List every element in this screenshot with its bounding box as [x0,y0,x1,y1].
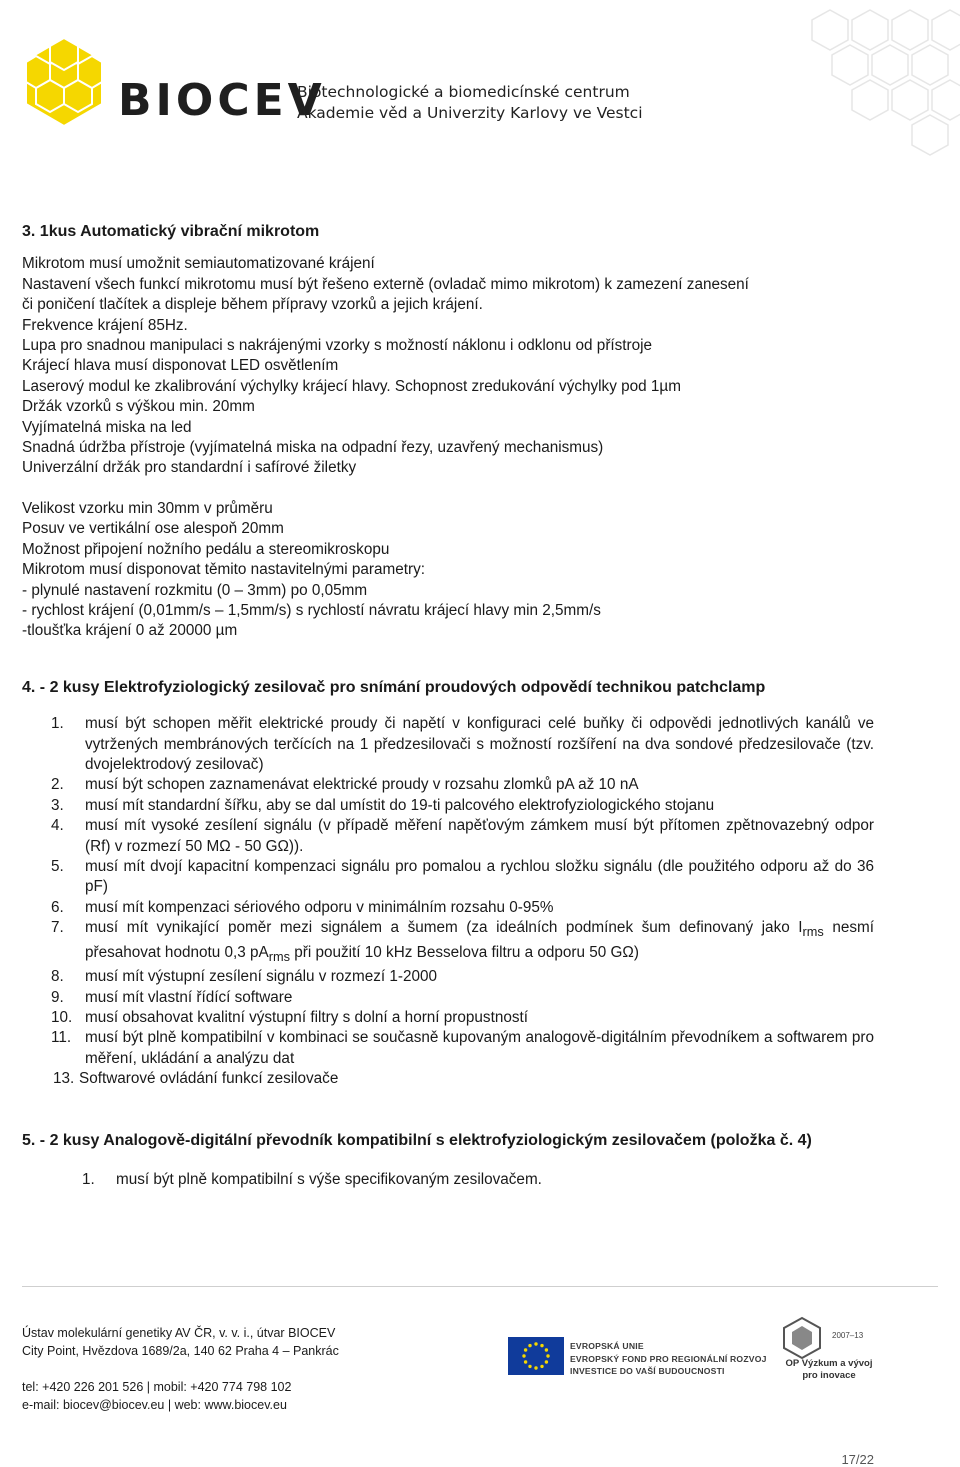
spec-line: Velikost vzorku min 30mm v průměru [22,499,273,517]
spec-line: - rychlost krájení (0,01mm/s – 1,5mm/s) s rychlostí návratu krájecí hlavy min 2,5mm/s [22,601,601,619]
logo-subtitle-line2: Akademie věd a Univerzity Karlovy ve Vestci [297,104,643,122]
document-body [22,222,874,1190]
spec-line: - plynulé nastavení rozkmitu (0 – 3mm) po 0,05mm [22,581,368,599]
item-number: 3. [51,796,64,814]
item-number: 11. [51,1029,72,1047]
spec-line: Posuv ve vertikální ose alespoň 20mm [22,520,284,538]
item-text: musí mít vysoké zesílení signálu (v případě měření napěťovým zámkem musí být přítomen zpětnovazebný odpor (Rf) v rozmezí 50 MΩ - 50 GΩ)). [85,817,874,855]
footer-institution: Ústav molekulární genetiky AV ČR, v. v. i., útvar BIOCEV [22,1326,336,1340]
spec-line: -tloušťka krájení 0 až 20000 µm [22,622,238,640]
logo-subtitle [297,82,643,124]
footer-contact [22,1324,339,1414]
item-number: 1. [82,1170,95,1188]
page-header [0,0,960,160]
item-text: musí být plně kompatibilní v kombinaci se současně kupovaným analogově-digitálním převodníkem a softwarem pro měření, ukládání a analýzu dat [85,1029,874,1067]
list-item [22,898,874,918]
spec-line: Laserový modul ke zkalibrování výchylky krájecí hlavy. Schopnost zredukování výchylky pod 1µm [22,377,681,395]
spec-line: Vyjímatelná miska na led [22,418,192,436]
section-3-title: 3. 1kus Automatický vibrační mikrotom [22,223,320,240]
logo-subtitle-line1: Biotechnologické a biomedicínské centrum [297,83,630,101]
item-text-part: musí mít vynikající poměr mezi signálem a šumem (za ideálních podmínek šum definovaný jako I [85,919,803,937]
eu-flag-icon [508,1337,564,1375]
spec-line: Univerzální držák pro standardní i safírové žiletky [22,459,357,477]
item-number: 10. [51,1008,73,1026]
eu-text-line2: EVROPSKÝ FOND PRO REGIONÁLNÍ ROZVOJ [570,1353,767,1364]
item-number: 5. [51,857,64,875]
op-text-line1: OP Výzkum a vývoj [785,1358,873,1369]
item-text: musí mít vlastní řídící software [85,988,293,1006]
item-text: musí mít dvojí kapacitní kompenzaci signálu pro pomalou a rychlou složku signálu (dle použitého odporu až do 36 pF) [85,857,874,896]
eu-text-line3: INVESTICE DO VAŠÍ BUDOUCNOSTI [570,1366,725,1377]
spec-line: Možnost připojení nožního pedálu a stereomikroskopu [22,540,390,558]
biocev-logo-icon [16,34,112,130]
item-number: 9. [51,988,64,1006]
op-text-line2: pro inovace [802,1370,856,1381]
list-item [22,918,874,967]
spec-line: Krájecí hlava musí disponovat LED osvětlením [22,357,339,375]
item-text: musí být plně kompatibilní s výše specifikovaným zesilovačem. [116,1170,542,1188]
spec-line: Držák vzorků s výškou min. 20mm [22,398,255,416]
op-years: 2007–13 [832,1331,864,1340]
item-text: musí být schopen měřit elektrické proudy či napětí v konfiguraci celé buňky či odpovědi jednotlivých kanálů ve vytržených membránových terčících na 1 předzesilovači s možností rozšíření na dva sondové předzesilovače (tzv. dvojelektrodový zesilovač) [85,715,874,773]
section-5-title: 5. - 2 kusy Analogově-digitální převodník kompatibilní s elektrofyziologickým zesilovačem (položka č. 4) [22,1131,812,1149]
footer-divider [22,1286,938,1287]
list-item [22,857,874,898]
op-vavpi-logo-icon [780,1316,878,1360]
item-text: musí obsahovat kvalitní výstupní filtry s dolní a horní propustností [85,1008,528,1026]
item-text: musí být schopen zaznamenávat elektrické proudy v rozsahu zlomků pA až 10 nA [85,776,639,794]
item-number: 6. [51,898,64,916]
list-item [22,1028,874,1069]
spec-line: Mikrotom musí disponovat těmito nastavitelnými parametry: [22,561,425,579]
list-item [22,1170,874,1190]
list-item [22,775,874,795]
item-subscript: rms [268,948,290,964]
item-number: 7. [51,919,64,937]
footer-address: City Point, Hvězdova 1689/2a, 140 62 Praha 4 – Pankrác [22,1344,339,1358]
eu-fund-text [570,1340,767,1378]
item-text-part: při použití 10 kHz Besselova filtru a odporu 50 GΩ) [289,943,639,961]
spec-line: Mikrotom musí umožnit semiautomatizované krájení [22,255,375,273]
spec-line: Frekvence krájení 85Hz. [22,316,188,334]
list-item [22,988,874,1008]
list-item [22,816,874,857]
list-item [22,967,874,987]
footer-email-web: e-mail: biocev@biocev.eu | web: www.biocev.eu [22,1398,287,1412]
item-number: 1. [51,715,64,733]
item-text: musí mít výstupní zesílení signálu v rozmezí 1-2000 [85,968,437,986]
item-number: 8. [51,968,64,986]
footer-phone: tel: +420 226 201 526 | mobil: +420 774 798 102 [22,1380,292,1394]
list-item [22,1069,874,1089]
list-item [22,1008,874,1028]
item-text: musí mít standardní šířku, aby se dal umístit do 19-ti palcového elektrofyziologického stojanu [85,796,715,814]
spec-line: či poničení tlačítek a displeje během přípravy vzorků a jejich krájení. [22,296,483,314]
spec-line: Snadná údržba přístroje (vyjímatelná miska na odpadní řezy, uzavřený mechanismus) [22,439,604,457]
item-number: 4. [51,817,64,835]
item-number: 13. [53,1070,75,1088]
list-item [22,796,874,816]
section-3-specs [22,254,874,641]
item-text: Softwarové ovládání funkcí zesilovače [79,1070,339,1088]
section-4-list [22,714,874,1089]
item-text: musí mít kompenzaci sériového odporu v minimálním rozsahu 0-95% [85,898,554,916]
op-text [780,1358,878,1382]
item-subscript: rms [802,924,824,940]
hexagon-pattern-decoration [600,0,960,160]
spec-line: Lupa pro snadnou manipulaci s nakrájenými vzorky s možností náklonu i odklonu od přístroje [22,337,653,355]
eu-text-line1: EVROPSKÁ UNIE [570,1341,644,1351]
page-number: 17/22 [841,1452,874,1467]
item-number: 2. [51,776,64,794]
section-4-title: 4. - 2 kusy Elektrofyziologický zesilovač pro snímání proudových odpovědí technikou patchclamp [22,678,766,696]
list-item [22,714,874,775]
spec-line: Nastavení všech funkcí mikrotomu musí být řešeno externě (ovladač mimo mikrotom) k zamezení zanesení [22,275,749,293]
item-text-part: nesmí přesahovat hodnotu 0,3 pA [85,919,874,961]
logo-wordmark: BIOCEV [118,75,326,126]
